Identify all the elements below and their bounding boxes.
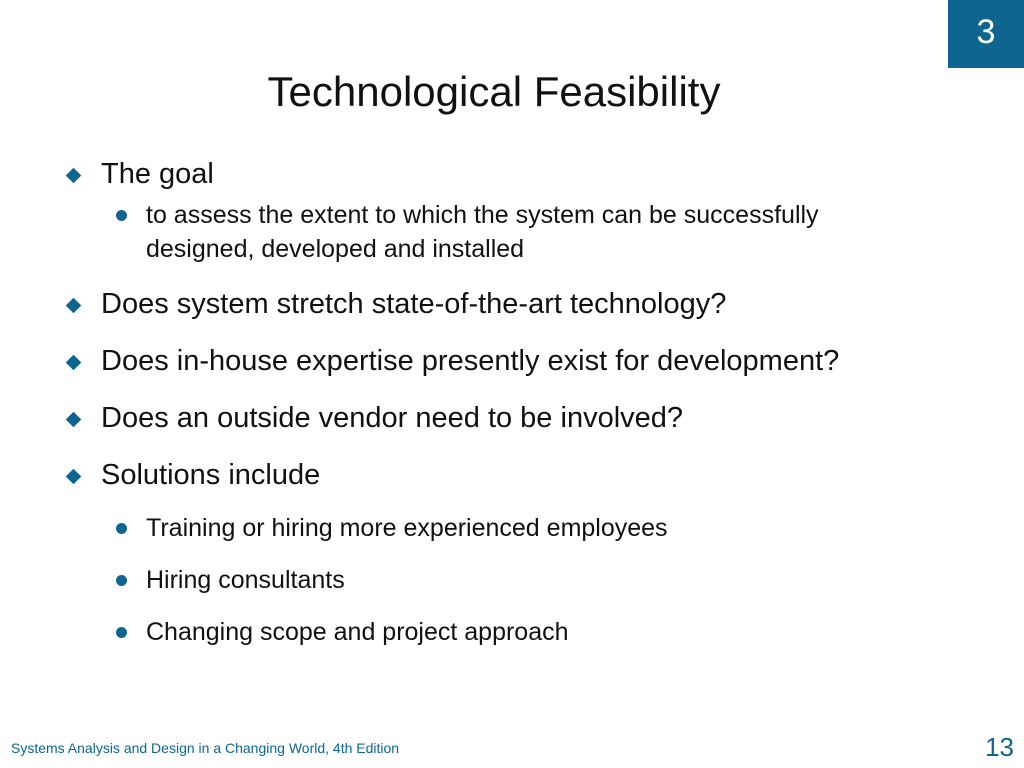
slide-content bbox=[64, 156, 994, 649]
bullet-outside-vendor bbox=[64, 400, 994, 436]
bullet-goal bbox=[64, 156, 994, 192]
dot-bullet-icon bbox=[116, 523, 127, 534]
bullet-text: Solutions include bbox=[101, 459, 321, 491]
sub-bullet-training bbox=[64, 511, 994, 545]
dot-bullet-icon bbox=[116, 210, 127, 221]
slide-title: Technological Feasibility bbox=[267, 68, 721, 115]
sub-bullet-scope bbox=[64, 615, 994, 649]
sub-bullet-text: Changing scope and project approach bbox=[146, 618, 569, 646]
bullet-text: The goal bbox=[101, 158, 214, 190]
sub-bullet-text: Training or hiring more experienced employees bbox=[146, 514, 668, 542]
sub-bullet-goal-description bbox=[64, 198, 846, 266]
chapter-number-badge: 3 bbox=[948, 0, 1024, 68]
footer-book-title: Systems Analysis and Design in a Changing World, 4th Edition bbox=[11, 740, 400, 756]
dot-bullet-icon bbox=[116, 627, 127, 638]
dot-bullet-icon bbox=[116, 575, 127, 586]
bullet-text: Does an outside vendor need to be involved? bbox=[101, 402, 684, 434]
bullet-in-house-expertise bbox=[64, 343, 994, 379]
diamond-bullet-icon bbox=[66, 355, 82, 371]
sub-bullet-text: Hiring consultants bbox=[146, 566, 345, 594]
bullet-state-of-the-art bbox=[64, 286, 994, 322]
bullet-solutions bbox=[64, 457, 994, 493]
bullet-text: Does system stretch state-of-the-art technology? bbox=[101, 288, 727, 320]
diamond-bullet-icon bbox=[66, 298, 82, 314]
page-number: 13 bbox=[985, 732, 1014, 762]
sub-bullet-text: to assess the extent to which the system can be successfully designed, developed and installed bbox=[146, 201, 819, 263]
bullet-text: Does in-house expertise presently exist for development? bbox=[101, 345, 840, 377]
sub-bullet-consultants bbox=[64, 563, 994, 597]
diamond-bullet-icon bbox=[66, 469, 82, 485]
diamond-bullet-icon bbox=[66, 412, 82, 428]
diamond-bullet-icon bbox=[66, 168, 82, 184]
